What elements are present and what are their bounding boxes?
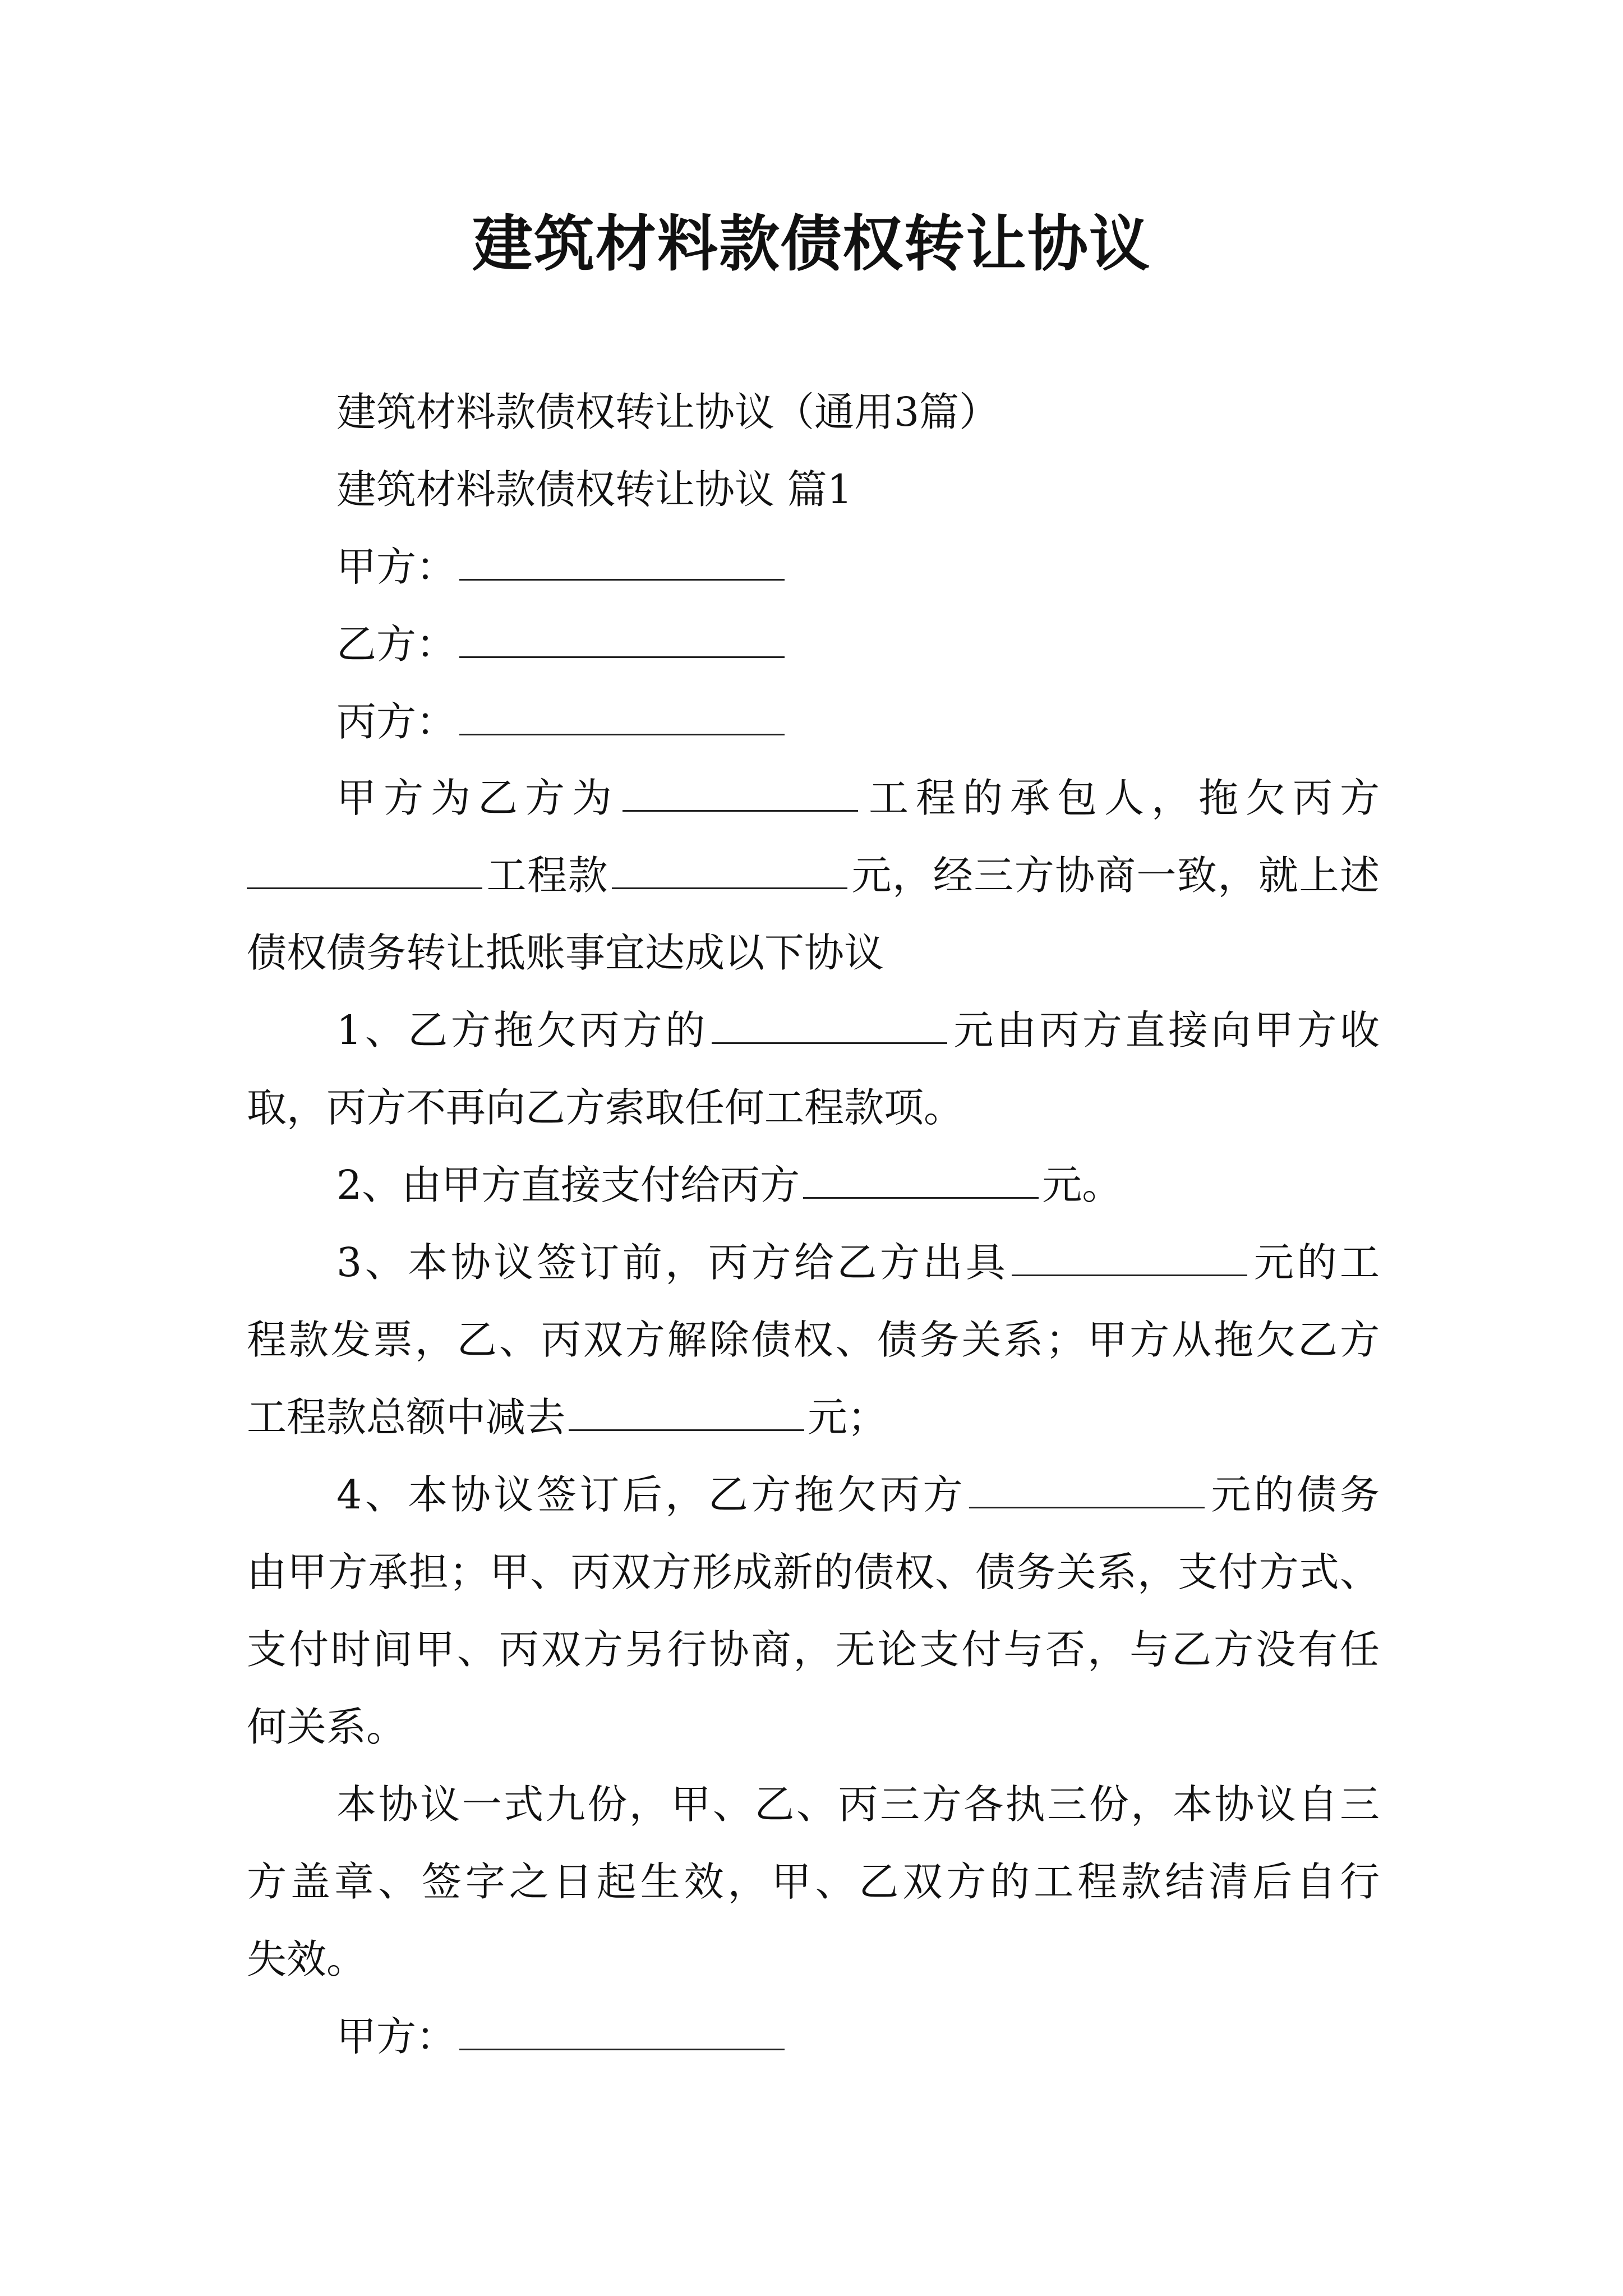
amount-blank [1012,1242,1247,1276]
clause-3-line-2: 程款发票，乙、丙双方解除债权、债务关系；甲方从拖欠乙方 [247,1317,1380,1363]
clause-text: 元由丙方直接向甲方收 [950,1007,1380,1053]
clause-text: 元； [808,1394,888,1441]
intro-line-3: 债权债务转让抵账事宜达成以下协议 [247,930,884,976]
party-c-line [336,697,1380,747]
party-a-line [336,542,1380,592]
clause-4-line-1 [336,1470,1380,1520]
intro-text: 工程的承包人，拖欠丙方 [861,775,1380,821]
party-c-name-blank [247,855,482,889]
clause-text: 元的工 [1251,1239,1380,1286]
amount-blank [803,1165,1039,1199]
clause-text: 元的债务 [1207,1471,1380,1518]
document-title: 建筑材料款债权转让协议 [472,209,1151,279]
clause-text: 4、本协议签订后，乙方拖欠丙方 [336,1471,966,1518]
document-subtitle: 建筑材料款债权转让协议（通用3篇） [336,389,999,435]
signature-party-a-line [336,2012,1380,2062]
clause-text: 工程款总额中减去 [247,1394,566,1441]
amount-blank [569,1397,804,1431]
party-b-label: 乙方： [336,621,457,668]
clause-3-line-3 [247,1392,1380,1443]
intro-text: 元，经三方协商一致，就上述 [851,852,1380,899]
clause-text: 1、乙方拖欠丙方的 [336,1007,708,1053]
party-b-blank [459,624,785,658]
signature-party-a-blank [459,2016,785,2050]
amount-blank [612,855,847,889]
amount-blank [712,1010,947,1044]
clause-2-line-1 [336,1160,1380,1211]
party-c-label: 丙方： [336,698,457,745]
intro-text: 甲方为乙方为 [336,775,619,821]
party-a-label: 甲方： [336,544,457,590]
chapter-heading: 建筑材料款债权转让协议 篇1 [336,466,852,513]
clause-text: 元。 [1042,1162,1122,1208]
clause-text: 2、由甲方直接支付给丙方 [336,1162,800,1208]
clause-3-line-1 [336,1237,1380,1288]
signature-party-a-label: 甲方： [336,2013,457,2060]
intro-line-2 [247,850,1380,901]
clause-4-line-2: 由甲方承担；甲、丙双方形成新的债权、债务关系，支付方式、 [247,1549,1380,1595]
party-a-blank [459,546,785,581]
clause-text: 3、本协议签订前，丙方给乙方出具 [336,1239,1009,1286]
closing-line-1: 本协议一式九份，甲、乙、丙三方各执三份，本协议自三 [336,1781,1380,1828]
intro-line-1 [336,773,1380,823]
party-c-blank [459,701,785,735]
clause-1-line-2: 取，丙方不再向乙方索取任何工程款项。 [247,1084,964,1131]
clause-4-line-4: 何关系。 [247,1704,407,1750]
closing-line-3: 失效。 [247,1936,367,1982]
clause-1-line-1 [336,1005,1380,1056]
project-blank [623,777,858,812]
intro-text: 工程款 [486,852,609,899]
amount-blank [969,1474,1205,1508]
party-b-line [336,619,1380,670]
closing-line-2: 方盖章、签字之日起生效，甲、乙双方的工程款结清后自行 [247,1858,1380,1905]
clause-4-line-3: 支付时间甲、丙双方另行协商，无论支付与否，与乙方没有任 [247,1626,1380,1673]
